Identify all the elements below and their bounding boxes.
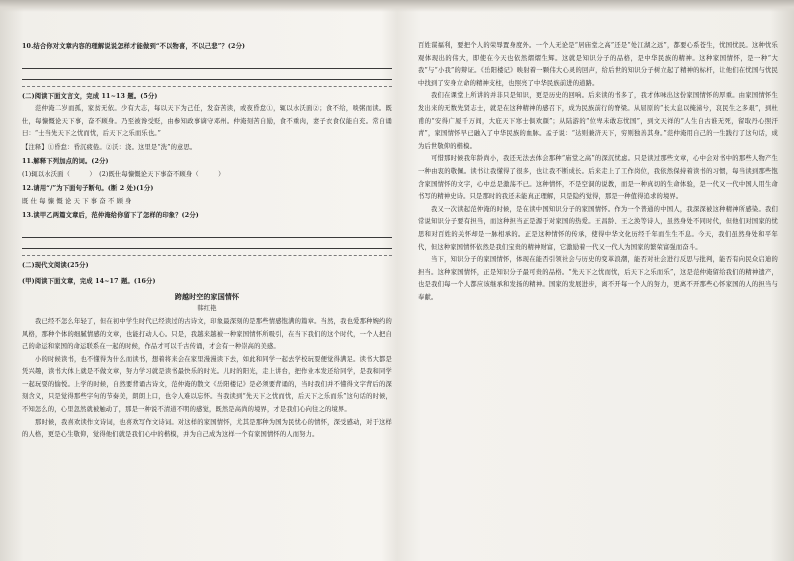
article-paragraph: 当下，知识分子的家国情怀，体现在能否引领社会与历史的变革浪潮，能否对社会进行反思与批判，能否有向民众启迪的担当。这种家国情怀，正是知识分子最可贵的品格。“先天下之忧而忧，后天下之乐而乐”，这是范仲淹留给我们的精神遗产，也是我们每一个人都应该继承和发扬的精神。国家的发展进步，离不开每一个人的努力，更离不开那些心怀家国的人的担当与奉献。 (418, 256, 778, 301)
article-paragraph: 我已经不怎么年轻了，但在初中学生时代已经读过的古诗文，印象最深刻的是那些情感饱满的篇章。当然，我也爱那种婉约的风格，那种个体的细腻情感的文章，也能打动人心。只是，我越来越被一种家国情怀所吸引，在当下我们的这个时代，一个人把自己的命运和家国的命运联系在一起的时候，作品才可以千古传诵，才会有一种崇高的美感。 (22, 317, 392, 351)
scan-shadow (0, 0, 794, 12)
section-modern-heading: (二)现代文阅读(25分) (22, 261, 89, 269)
part-a-heading: (甲)阅读下面文章，完成 14~17 题。(16分) (22, 278, 156, 286)
divider (22, 86, 392, 87)
question-13: 13.读甲乙两篇文章后，范仲淹给你留下了怎样的印象？(2分) (22, 211, 199, 219)
question-11-items: (1)辄以水沃面（ ） (2)既仕每慷慨论天下事奋不顾身（ ） (22, 171, 225, 179)
article-author: 韩红艳 (197, 305, 217, 313)
question-12: 12.请用“/”为下面句子断句。(断 2 处)(1分) (22, 184, 154, 192)
article-paragraph: 可惜那时候我年龄尚小，我还无法去体会那种“庙堂之高”的深沉忧虑。只是读过那些文章，心中会对书中的那些人物产生一种由衷的敬佩。读书让我懂得了很多，也让我不断成长。后来走上了工作岗位，我依然保持着读书的习惯，每当读到那些饱含家国情怀的文字，心中总是激荡不已。这种情怀，不是空洞的说教，而是一种真切的生命体验，是一代又一代中国人用生命书写的精神史诗。只是那时的我还未能真正理解，只是隐约觉得，那是一种值得追求的境界。 (418, 155, 778, 201)
right-column (418, 40, 778, 555)
question-11: 11.解释下列加点的词。(2分) (22, 157, 109, 165)
article-paragraph: 小的时候读书，也不懂得为什么而读书，想着将来会在家里漫漫读下去，如此和同学一起去学校玩耍便觉得满足。读书大都是凭兴趣，读书大体上就是不做文章，努力学习就是读书最快乐的时光。儿时的阳光，走上讲台，把作业本发还给同学，是我和同学一起玩耍的愉悦。上学的时候，自然要背诵古诗文，范仲淹的散文《岳阳楼记》是必须要背诵的，当时我们并不懂得文字背后的深刻含义，只是觉得那些字句的节奏美，朗朗上口，也令人难以忘怀。当我读到“先天下之忧而忧，后天下之乐而乐”这句话的时候，不知怎么的，心里忽然就被触动了，那是一种说不清道不明的感觉，既然是高尚的境界，才是我们心向往之的境界。 (22, 355, 392, 414)
answer-line (22, 68, 392, 69)
divider (22, 255, 392, 256)
answer-line (22, 248, 392, 249)
article-paragraph: 我又一次读起范仲淹的时候，是在读中国知识分子的家国情怀。作为一个普通的中国人，我深深被这种精神所感染。我们常说知识分子要有担当，而这种担当正是源于对家国的热爱。王昌龄、王之涣等诗人，虽然身处不同时代，但他们对国家的忧思和对百姓的关怀却是一脉相承的。正是这种情怀的传承，使得中华文化历经千年而生生不息。今天，我们虽然身处和平年代，但这种家国情怀依然是我们宝贵的精神财富，它激励着一代又一代人为国家的繁荣富强而奋斗。 (418, 205, 778, 251)
left-column (22, 40, 392, 555)
answer-line (22, 237, 392, 238)
question-12-sentence: 既 仕 每 慷 慨 论 天 下 事 奋 不 顾 身 (22, 198, 132, 206)
article-paragraph: 百姓谋福利，要把个人的荣辱置身度外。一个人无论是“居庙堂之高”还是“处江湖之远”，都要心系苍生，忧国忧民。这种忧乐观体现出的伟大，即使在今天也依然熠熠生辉。这就是知识分子的品格，是中华民族的精神。这种家国情怀，是一种“大我”与“小我”的辩证。《岳阳楼记》映射着一颗伟大心灵的回声，给后世的知识分子树立起了精神的标杆，让他们在忧国与忧民中找到了安身立命的精神支柱，也照亮了中华民族前进的道路。 (418, 42, 778, 87)
article-paragraph: 那时候，我喜欢读作文诗词，也喜欢写作文诗词。对这样的家国情怀，尤其是那种为国为民忧心的情怀，深受感动，对于这样的人格，更是心生敬仰，觉得他们就是我们心中的楷模，并为自己成为这样一个有家国情怀的人而努力。 (22, 418, 392, 439)
classical-passage: 范仲淹二岁而孤，家贫无依。少有大志，每以天下为己任，发奋苦读，或夜昏怠①，辄以水沃面②；食不给，啖粥而读。既仕，每慷慨论天下事，奋不顾身。乃至被谗受贬，由参知政事谪守邓州。仲淹刻苦自励，食不重肉，妻子衣食仅能自充。常自诵曰：“士当先天下之忧而忧，后天下之乐而乐也。” (22, 105, 392, 138)
article-paragraph: 我们在课堂上所讲的并非只是知识，更是历史的回响。后来读的书多了，我才体味出这份家国情怀的厚重。由家国情怀生发出来的无数先贤志士，就是在这种精神的感召下，成为民族前行的脊梁。从屈原的“长太息以掩涕兮，哀民生之多艰”，到杜甫的“安得广厦千万间，大庇天下寒士俱欢颜”；从陆游的“位卑未敢忘忧国”，到文天祥的“人生自古谁无死，留取丹心照汗青”，家国情怀早已融入了中华民族的血脉。孟子说：“达则兼济天下，穷则独善其身。”范仲淹用自己的一生践行了这句话，成为后世敬仰的楷模。 (418, 92, 778, 150)
section-classical-heading: (二)阅读下面文言文，完成 11~13 题。(5分) (22, 92, 158, 100)
question-10: 10.结合你对文章内容的理解说说怎样才能做到“不以物喜，不以己悲”？(2分) (22, 43, 246, 50)
answer-line (22, 79, 392, 80)
article-title: 跨越时空的家国情怀 (174, 291, 240, 301)
footnote: 【注释】①昏怠：昏沉疲倦。②沃：浇。这里是“洗”的意思。 (22, 143, 197, 151)
